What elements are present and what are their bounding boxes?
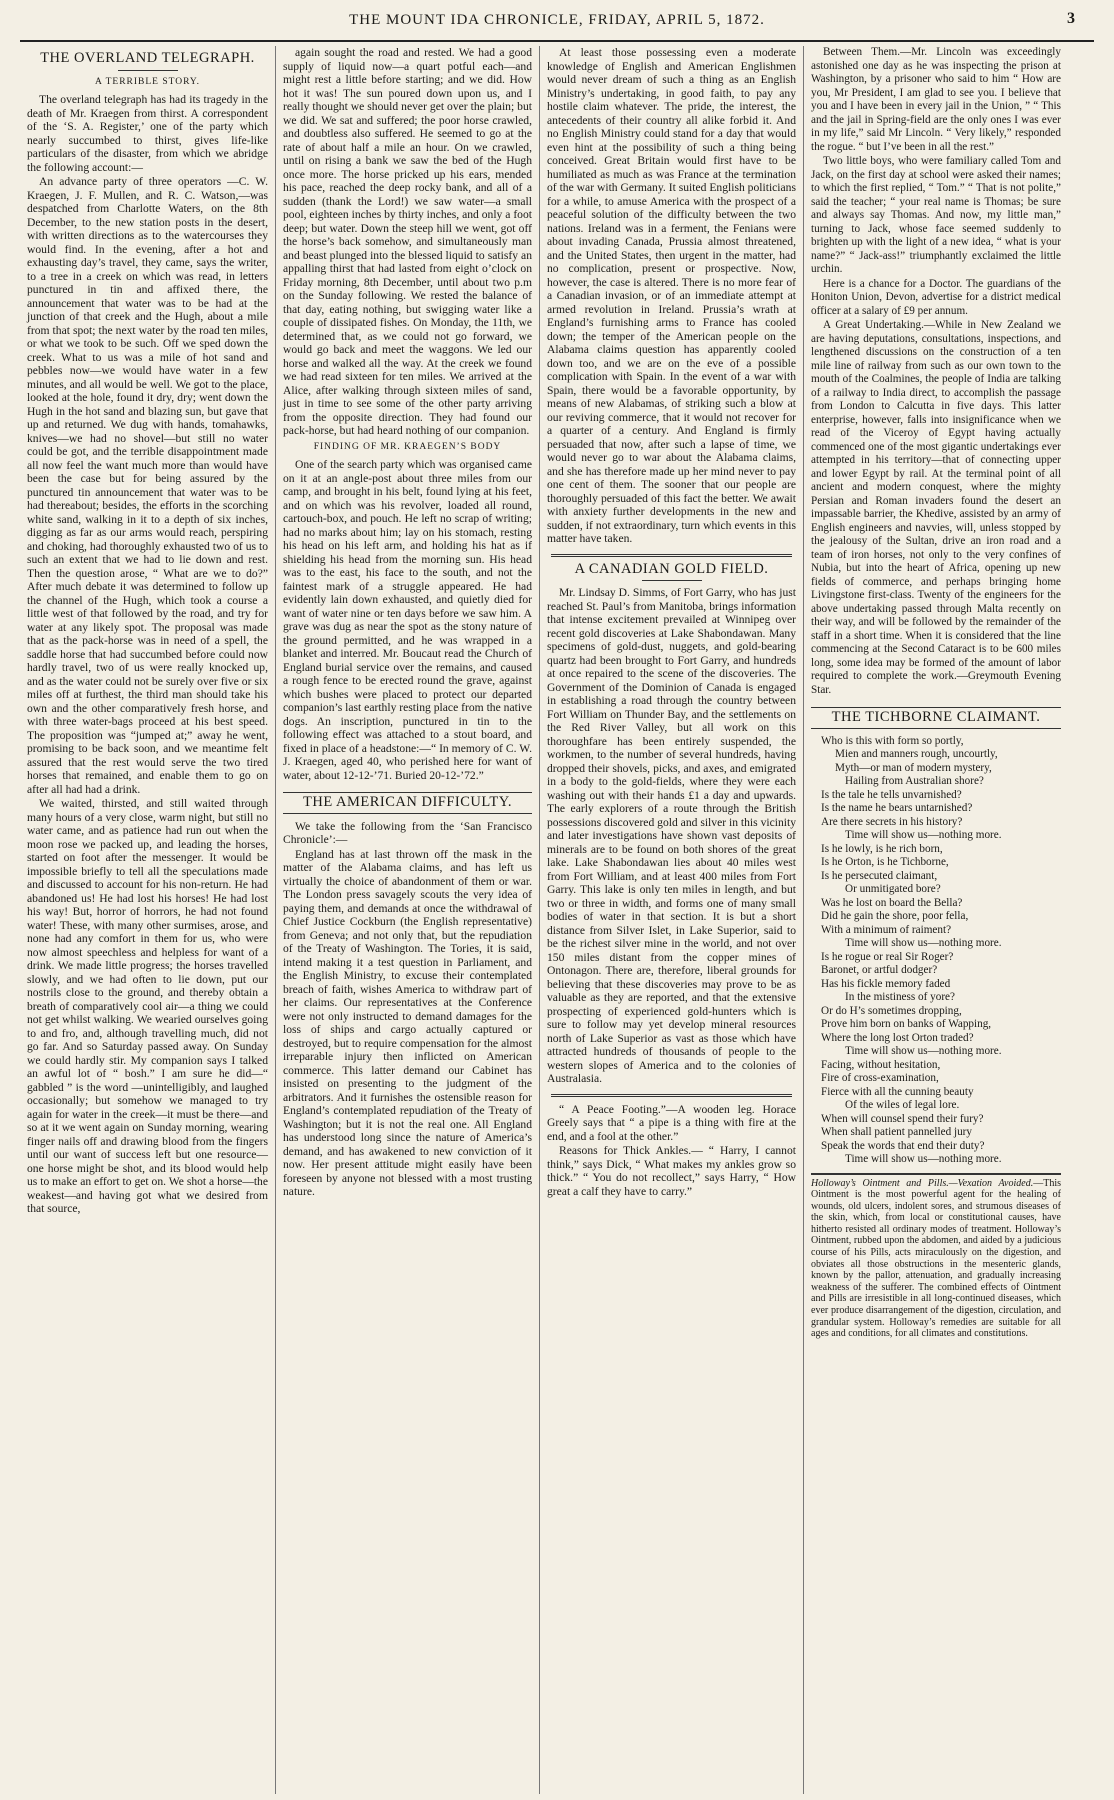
poem-line: Is he persecuted claimant, [821,869,938,882]
article-paragraph: A Great Undertaking.—While in New Zealand we are having deputations, consultations, inspections, and lengthened discussions on the construction of a ten mile line of railway from such as our own town to the mouth of the Coalmines, the people of India are talking of a railway to India direct, to accomplish the passage from London to Calcutta in five days. This latter enterprise, however, falls into insignificance when we read of the Viceroy of Egypt having actually commenced one of the most gigantic undertakings ever attempted in his territory—that of connecting upper and lower Egypt by rail. At the terminal point of all ancient and modern conquest, where the mighty Persian and Roman invaders found the desert an impassable barrier, the Khedive, assisted by an army of English engineers and navvies, will, unless stopped by the jealousy of the Sultan, drive an iron road and a team of iron horses, not only to the very confines of Nubia, but into the heart of Africa, opening up new fields of commerce, and perhaps bringing home Livingstone first-class. Twenty of the engineers for the above undertaking passed through Malta recently on their way, and will be followed by the remainder of the staff in a short time. When it is considered that the line commencing at the Second Cataract is to be 600 miles long, some idea may be formed of the amount of labor required to complete the work.—Greymouth Evening Star. [811,319,1061,696]
poem-line: Was he lost on board the Bella? [821,896,963,909]
masthead-title: THE MOUNT IDA CHRONICLE, FRIDAY, APRIL 5, 1872. [349,11,765,28]
article-subhead: A TERRIBLE STORY. [95,76,200,87]
poem-line: Are there secrets in his history? [821,815,963,828]
poem-line: When will counsel spend their fury? [821,1112,984,1125]
article-paragraph: We take the following from the ‘San Francisco Chronicle’:— [283,819,532,846]
advertisement-text: —This Ointment is the most powerful agent for the healing of wounds, old ulcers, indolent sores, and strumous diseases of the skin, which, from local or constitutional causes, have hitherto resisted all ordinary modes of treatment. Holloway’s Ointment, rubbed upon the abdomen, and aided by a judicious course of his Pills, acts miraculously on the digestion, and obviates all those obstructions in the mesenteric glands, known by the pallor, attenuation, and gradually increasing weakness of the sufferer. The combined effects of Ointment and Pills are irresistible in all long-continued diseases, which ever produce disarrangement of the digestion, circulation, and grandular system. Holloway’s remedies are suitable for all ages and conditions, for all climates and constitutions. [811,1177,1061,1340]
poem-line: Myth—or man of modern mystery, [835,761,992,774]
poem-line: Or unmitigated bore? [845,883,941,895]
poem-line: Did he gain the shore, poor fella, [821,910,969,922]
article-paragraph: again sought the road and rested. We had a good supply of liquid now—a quart potful each—and might rest a little before starting; and we did. How hot it was! The sun poured down upon us, and I really thought we should never get over the plain; but we did. We sat and suffered; the poor horse crawled, and doubtless also suffered. He seemed to go at the rate of about half a mile an hour. On we crawled, until on rising a bank we saw the bed of the Hugh once more. The horse pricked up his ears, mended his pace, reached the deep rocky bank, and all of a sudden (thank the Lord!) we saw water—a small pool, eighteen inches by thirty inches, and only a foot deep; but water. Down the steep hill we went, got off the horse’s back somehow, and simultaneously man and beast plunged into the blessed liquid to satisfy an appalling thirst that had lasted from eight o’clock on Friday morning, 8th December, until about two p.m on the Sunday following. We rested the balance of that day, eating nothing, but swigging water like a couple of dissipated fishes. On Monday, the 11th, we determined that, as we could not go forward, we would go back and meet the waggons. We led our horse and walked all the way. At the creek we found we had read sixteen for ten miles. We arrived at the Alice, after walking through sixteen miles of sand, just in time to see some of the other party arriving from the opposite direction. They had found our pack-horse, but had heard nothing of our companion. [283,46,532,437]
poem-line: Time will show us—nothing more. [845,1153,1002,1165]
poem-line: When shall patient pannelled jury [821,1126,972,1138]
article-headline-canadian-gold-field: A CANADIAN GOLD FIELD. [574,560,769,577]
column-1 [20,46,276,1794]
poem-line: Or do H’s sometimes dropping, [821,1004,962,1017]
poem-line: Is the name he bears untarnished? [821,802,973,814]
poem-line: In the mistiness of yore? [845,991,955,1003]
column-3 [540,46,804,1794]
divider [551,554,792,557]
poem-line: Of the wiles of legal lore. [845,1099,960,1111]
article-paragraph: One of the search party which was organised came on it at an angle-post about three miles from our camp, and brought in his belt, found lying at his feet, and on which was his revolver, loaded all round, cartouch-box, and pouch. He left no scrap of writing; had no marks about him; lay on his stomach, resting his head on his left arm, and holding his hat as if shielding his head from the morning sun. His head was to the east, his face to the south, and not the faintest mark of a struggle appeared. He had evidently lain down exhausted, and quietly died for want of water nine or ten days before we saw him. A grave was dug as near the spot as the stony nature of the ground permitted, and he was wrapped in a blanket and interred. Mr. Boucaut read the Church of England burial service over the remains, and caused a rough fence to be erected round the grave, against which bushes were placed to protect our departed companion’s last earthly resting place from the native dogs. An inscription, punctured in tin to the following effect was attached to a stout board, and fixed in place of a headstone:—“ In memory of C. W. J. Kraegen, aged 40, who perished here for want of water, about 12-12-’71. Buried 20-12-’72.” [283,458,532,782]
article-subhead-finding-body: FINDING OF MR. KRAEGEN’S BODY [313,441,502,452]
column-4 [804,46,1068,1794]
article-paragraph: England has at last thrown off the mask in the matter of the Alabama claims, and has left us virtually the choice of abandonment of them or war. The London press savagely scouts the very idea of paying them, and demands at once the withdrawal of Chief Justice Cockburn (the English representative) from Geneva; and not only that, but the repudiation of the Treaty of Washington. The Tories, it is said, intend making it a test question in Parliament, and the English Ministry, to excuse their contemplated breach of faith, wishes America to withdraw part of her claims. Our representatives at the Conference were not only instructed to demand damages for the loss of ships and cargo actually captured or destroyed, but to require compensation for the almost irreparable injury then inflicted on American commerce. This latter demand our Cabinet has insisted on presenting to the judgment of the arbitrators. And it furnishes the ostensible reason for England’s contemplated repudiation of the Treaty of Washington; but it is not the real one. All England has understood long since the nature of America’s demand, and has awakened to new conviction of it now. Her present attitude might easily have been foreseen by anyone not blessed with a most trusting nature. [283,847,532,1198]
article-paragraph: At least those possessing even a moderate knowledge of English and American Englishmen would never dream of such a thing as an English Ministry’s undertaking, in good faith, to pay any hostile claim whatever. The pride, the interest, the antecedents of their country all alike forbid it. And no English Ministry could stand for a day that would even hint at the possibility of such a thing being conceived. Great Britain would first have to be humiliated as much as was France at the termination of the war with Germany. It suited English politicians for a while, to amuse America with the prospect of a peaceful solution of the difficulty between the two nations. Ireland was in a ferment, the Fenians were about invading Canada, Prussia almost threatened, and the United States, then urgent in the matter, had no complication, present or prospective. Now, however, the case is altered. There is no more fear of a Canadian invasion, or of an immediate attempt at armed revolution in Ireland. Prussia’s wrath at England’s furnishing arms to France has cooled down; the temper of the American people on the Alabama claims question has apparently cooled down too, and we are on the eve of a possible complication with Spain. In the event of a war with Spain, there would be a favorable opportunity, by means of new Alabamas, of striking such a blow at our reviving commerce, that it would not recover for a quarter of a century. And England is firmly persuaded that now, after such a lapse of time, we would never go to war about the Alabama claims, and she has therefore made up her mind never to pay one cent of them. The sooner that our people are thoroughly persuaded of this fact the better. We await with anxiety further developments in the new and sudden, if not extraordinary, turn which events in this matter have taken. [547,46,796,545]
poem-line: Hailing from Australian shore? [845,775,984,787]
poem [821,735,1061,1167]
poem-line: Prove him born on banks of Wapping, [821,1018,992,1030]
poem-line: Speak the words that end their duty? [821,1139,985,1152]
divider [642,580,702,581]
poem-line: Fierce with all the cunning beauty [821,1085,974,1098]
poem-line: Is he Orton, is he Tichborne, [821,856,949,868]
advertisement-holloway [811,1173,1061,1340]
divider [118,70,178,71]
article-paragraph: The overland telegraph has had its tragedy in the death of Mr. Kraegen from thirst. A correspondent of the ‘S. A. Register,’ one of the party which nearly succumbed to thirst, gives life-like particulars of the disaster, from which we abridge the following account:— [27,93,268,174]
poem-line: Time will show us—nothing more. [845,1045,1002,1057]
poem-line: Who is this with form so portly, [821,734,964,747]
article-headline-american-difficulty: THE AMERICAN DIFFICULTY. [283,792,532,814]
article-paragraph: Between Them.—Mr. Lincoln was exceedingly astonished one day as he was inspecting the prison at Washington, by a prisoner who said to him “ How are you, Mr President, I am glad to see you. I believe that you and I have been in every jail in the Union, ” “ This and the jail in Spring-field are the only ones I was ever in my life,” said Mr Lincoln. “ Very likely,” responded the rogue. “ but I’ve been in all the rest.” [811,46,1061,153]
poem-line: Fire of cross-examination, [821,1072,939,1084]
article-paragraph: “ A Peace Footing.”—A wooden leg. Horace Greely says that “ a pipe is a thing with fire at the end, and a fool at the other.” [547,1102,796,1143]
article-headline-overland-telegraph: THE OVERLAND TELEGRAPH. [40,50,255,66]
poem-line: Where the long lost Orton traded? [821,1031,974,1044]
column-2 [276,46,540,1794]
page-number: 3 [1067,10,1076,27]
poem-line: Time will show us—nothing more. [845,937,1002,949]
article-headline-tichborne-claimant: THE TICHBORNE CLAIMANT. [811,707,1061,729]
article-paragraph: Two little boys, who were familiary called Tom and Jack, on the first day at school were asked their names; to which the first replied, “ Tom.” “ That is not polite,” said the teacher; “ your real name is Thomas; be sure and always say Thomas. And now, my little man,” turning to Jack, whose face seemed suddenly to brighten up with the light of a new idea, “ what is your name?” “ Jack-ass!” triumphantly exclaimed the little urchin. [811,155,1061,275]
poem-line: Has his fickle memory faded [821,977,951,990]
article-paragraph: An advance party of three operators —C. W. Kraegen, J. F. Mullen, and R. C. Watson,—was despatched from Charlotte Waters, on the 8th December, to the new station posts in the desert, with written directions as to the watercourses they would find. In the evening, after a hot and exhausting day’s travel, they came, says the writer, to a tree in a creek on which was read, in letters punctured in tin and affixed there, the announcement that water was to be had at the junction of that creek and the Hugh, about a mile from that spot; the next water by the road ten miles, or what we took to be such. Off we sped down the creek. What to us was a mile of hot sand and pebbles now—we would have water in a few minutes, and all would be well. We got to the place, looked at the hole, found it dry, dry; went down the Hugh in the hot sand and blazing sun, but gave that up and returned. We dug with hands, tomahawks, knives—we had no shovel—but still no water could be got, and the terrible disappointment made all now feel the want much more than would have been the case but for being assured by the punctured tin announcement that water was to be had thereabout; besides, the efforts in the scorching white sand, walking in it to a depth of six inches, digging as far as our arms would reach, perspiring and choking, had thoroughly exhausted two of us to such an extent that we had to lie down and rest. Then the question arose, “ What are we to do?” After much debate it was determined to follow up the channel of the Hugh, which took a course a little west of that followed by the road, and try for water at any likely spot. The proposal was made that as the pack-horse was in need of a spell, the saddle horse that had succumbed before could now hardly travel, two of us were really knocked up, and as the water could not be surely over five or six miles off at furthest, the third man should take his own and the other comparatively fresh horse, and with three water-bags proceed at his best speed. The proposition was “jumped at;” away he went, promising to be back soon, and we meantime felt assured that the rest would serve the two tired horses that remained, and enable them to go on after all had had a drink. [27,175,268,796]
columns [20,46,1094,1794]
article-paragraph: Reasons for Thick Ankles.— “ Harry, I cannot think,” says Dick, “ What makes my ankles grow so thick.” “ You do not recollect,” says Harry, “ How great a calf they have to carry.” [547,1144,796,1198]
poem-line: Facing, without hesitation, [821,1058,941,1071]
masthead [20,0,1094,42]
article-paragraph: We waited, thirsted, and still waited through many hours of a very close, warm night, but still no water came, and as patience had run out when the moon rose we packed up, and leading the horses, started on foot after the messenger. It would be impossible briefly to tell all the speculations made and discussed to account for his non-return. He had abandoned us! He had lost his horses! He had lost his way! But, horror of horrors, he had not found water! These, with many other surmises, arose, and none had any comfort in them for us, who were now almost speechless and helpless for want of a drink. We made little progress; the horses travelled slowly, and we had often to lie down, put our nostrils close to the ground, and thereby obtain a breath of comparatively cool air—a thing we could not get whilst walking. We wearied ourselves going to and fro, and, although travelling much, did not go far. And so Saturday passed away. On Sunday we could hardly stir. My companion says I talked an awful lot of “ bosh.” I am sure he did—“ gabbled ” is the word —unintelligibly, and laughed occasionally; but somehow we managed to try again for water in the creek—it must be there—and so at it we went again on Sunday morning, wearing finger nails off and drawing blood from the fingers until our want of success left but one resource—one horse might be shot, and its blood would help us to make an effort to get on. We shot a horse—the weakest—and having got what we desired from that source, [27,797,268,1215]
article-paragraph: Here is a chance for a Doctor. The guardians of the Honiton Union, Devon, advertise for a district medical officer at a salary of £9 per annum. [811,277,1061,317]
poem-line: With a minimum of raiment? [821,923,952,936]
poem-line: Is the tale he tells unvarnished? [821,788,962,801]
divider [551,1094,792,1097]
poem-line: Is he lowly, is he rich born, [821,842,943,855]
article-paragraph: Mr. Lindsay D. Simms, of Fort Garry, who has just reached St. Paul’s from Manitoba, brings information that intense excitement prevailed at Winnipeg over recent gold discoveries at Lake Shabondawan. Many specimens of gold-dust, nuggets, and gold-bearing quartz had been brought to Fort Garry, and hundreds at once repaired to the scene of the discoveries. The Government of the Dominion of Canada is engaged in establishing a road through the country between Fort William on Thunder Bay, and the settlements on the Red River Valley, but all work on this thoroughfare has been entirely suspended, the workmen, to the number of several hundreds, having dropped their shovels, picks, and axes, and emigrated in a body to the gold-fields, where they were each washing out with their hands £1 a day and upwards. The early explorers of a route through the British possessions discovered gold and silver in this vicinity and later investigations have shown vast deposits of minerals are to be found on both shores of the great lake. Lake Shabondawan lies about 40 miles west from Fort William, and at least 400 miles from Fort Garry. This lake is only ten miles in length, and but two or three in width, and forms one of many small bodies of water in that section. It is but a short distance from Silver Islet, in Lake Superior, said to be the richest silver mine in the world, and not over 150 miles distant from the copper mines of Ontonagon. There are, therefore, liberal grounds for believing that these discoveries may prove to be as valuable as they are reported, and that the extensive prospecting of experienced gold-hunters which is sure to follow may yet develop mineral resources north of Lake Superior as vast as those which have attracted hundreds of thousands of people to the western slopes of America and to the colonies of Australasia. [547,586,796,1085]
poem-line: Time will show us—nothing more. [845,829,1002,841]
poem-line: Is he rogue or real Sir Roger? [821,950,954,963]
poem-line: Mien and manners rough, uncourtly, [835,748,998,760]
poem-line: Baronet, or artful dodger? [821,964,938,976]
advertisement-title: Holloway’s Ointment and Pills.—Vexation Avoided. [811,1177,1034,1189]
